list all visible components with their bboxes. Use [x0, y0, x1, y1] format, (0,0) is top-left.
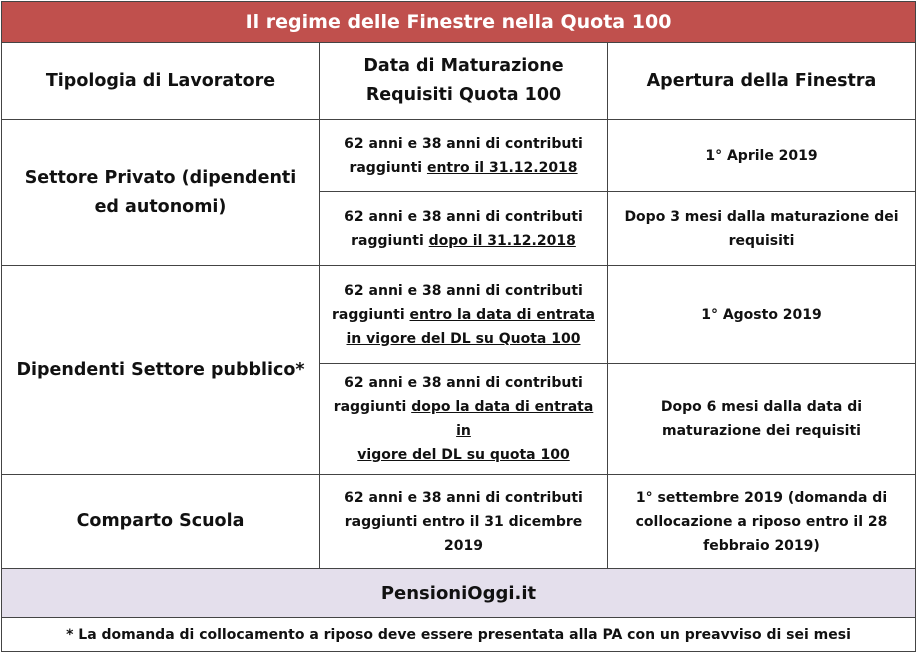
private-window-after: Dopo 3 mesi dalla maturazione dei requisiti — [608, 192, 916, 266]
table-row — [2, 266, 916, 364]
footnote: * La domanda di collocamento a riposo deve essere presentata alla PA con un preavviso di sei mesi — [2, 618, 916, 652]
header-worker-type: Tipologia di Lavoratore — [2, 43, 320, 120]
school-window: 1° settembre 2019 (domanda di collocazione a riposo entro il 28 febbraio 2019) — [608, 475, 916, 569]
school-requirement: 62 anni e 38 anni di contributi raggiunti entro il 31 dicembre 2019 — [320, 475, 608, 569]
public-sector-label: Dipendenti Settore pubblico* — [2, 266, 320, 475]
public-window-before: 1° Agosto 2019 — [608, 266, 916, 364]
table-row — [2, 475, 916, 569]
header-row — [2, 43, 916, 120]
public-window-after: Dopo 6 mesi dalla data di maturazione dei requisiti — [608, 364, 916, 475]
table-title: Il regime delle Finestre nella Quota 100 — [2, 2, 916, 43]
private-sector-label: Settore Privato (dipendenti ed autonomi) — [2, 120, 320, 266]
private-window-before: 1° Aprile 2019 — [608, 120, 916, 192]
school-sector-label: Comparto Scuola — [2, 475, 320, 569]
header-maturation-date: Data di Maturazione Requisiti Quota 100 — [320, 43, 608, 120]
footnote-row — [2, 618, 916, 652]
table-row — [2, 120, 916, 192]
brand-label: PensioniOggi.it — [2, 569, 916, 618]
brand-row — [2, 569, 916, 618]
private-requirement-before: 62 anni e 38 anni di contributi raggiunti entro il 31.12.2018 — [320, 120, 608, 192]
title-row — [2, 2, 916, 43]
public-requirement-after: 62 anni e 38 anni di contributi raggiunti dopo la data di entrata in vigore del DL su quota 100 — [320, 364, 608, 475]
quota-100-windows-table — [1, 1, 916, 652]
header-window-opening: Apertura della Finestra — [608, 43, 916, 120]
private-requirement-after: 62 anni e 38 anni di contributi raggiunti dopo il 31.12.2018 — [320, 192, 608, 266]
public-requirement-before: 62 anni e 38 anni di contributi raggiunti entro la data di entrata in vigore del DL su Quota 100 — [320, 266, 608, 364]
